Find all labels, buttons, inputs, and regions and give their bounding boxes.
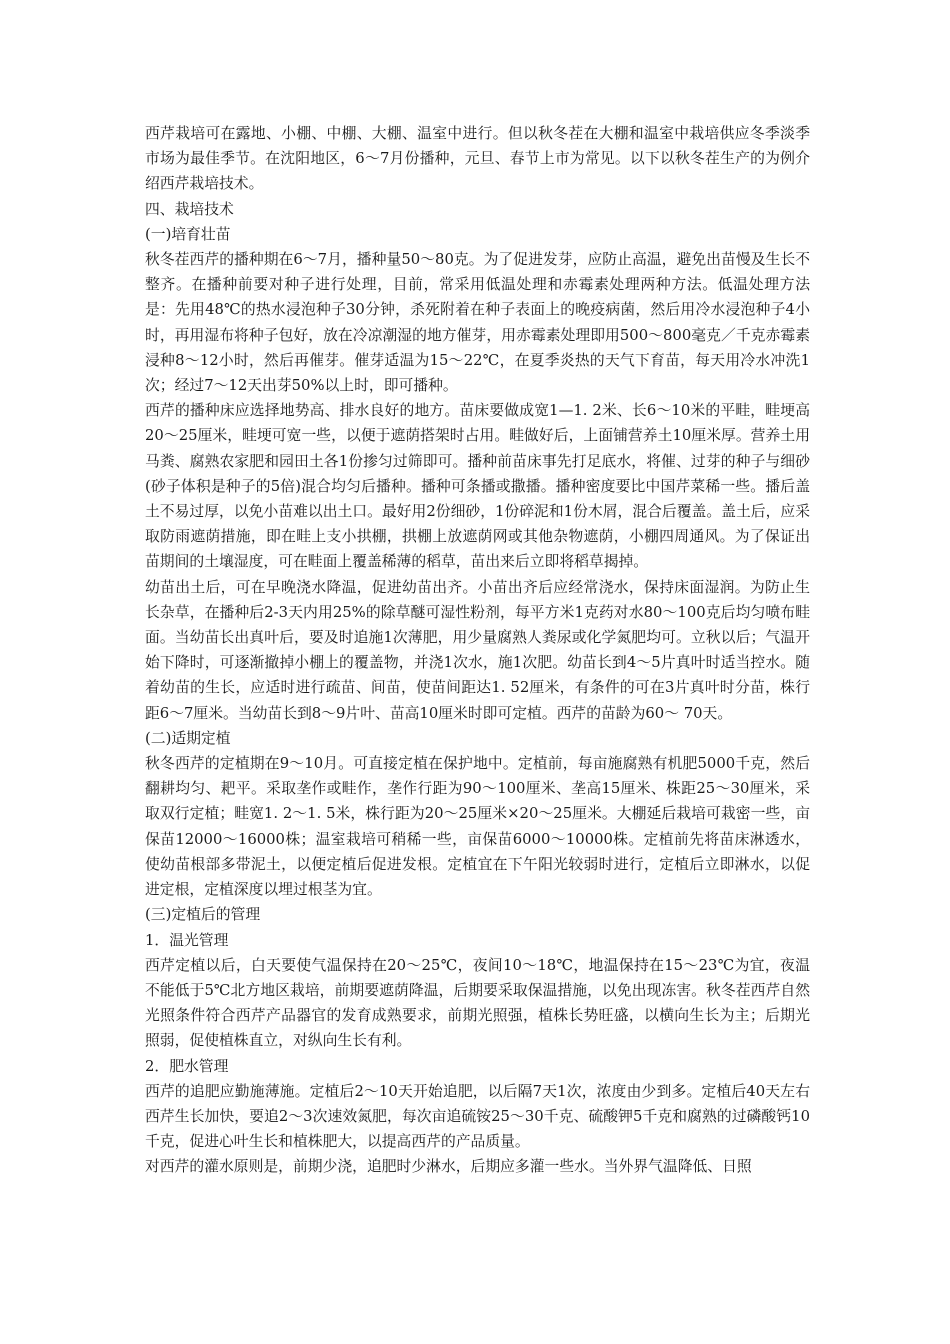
paragraph-fertilizer: 西芹的追肥应勤施薄施。定植后2～10天开始追肥，以后隔7天1次，浓度由少到多。定植后40天左右西芹生长加快，要追2～3次速效氮肥，每次亩追硫铵25～30千克、硫酸钾5千克和腐熟的过磷酸钙10千克，促进心叶生长和植株肥大，以提高西芹的产品质量。 xyxy=(145,1082,810,1151)
paragraph-irrigation: 对西芹的灌水原则是，前期少浇，追肥时少淋水，后期应多灌一些水。当外界气温降低、日照 xyxy=(145,1158,752,1176)
paragraph-transplant: 秋冬西芹的定植期在9～10月。可直接定植在保护地中。定植前，每亩施腐熟有机肥5000千克，然后翻耕均匀、耙平。采取垄作或畦作，垄作行距为90～100厘米、垄高15厘米、株距25～30厘米，采取双行定植；畦宽1. 2～1. 5米，株行距为20～25厘米×20～25厘米。大棚延后栽培可栽密一些，亩保苗12000～16000株；温室栽培可稍稀一些，亩保苗6000～10000株。定植前先将苗床淋透水，使幼苗根部多带泥土，以便定植后促进发根。定植宜在下午阳光较弱时进行，定植后立即淋水，以促进定根，定植深度以埋过根茎为宜。 xyxy=(145,755,810,899)
subsection-heading-transplant: (二)适期定植 xyxy=(145,729,231,747)
paragraph-temperature-light: 西芹定植以后，白天要使气温保持在20～25℃，夜间10～18℃，地温保持在15～23℃为宜，夜温不能低于5℃北方地区栽培，前期要遮荫降温，后期要采取保温措施，以免出现冻害。秋冬茬西芹自然光照条件符合西芹产品器官的发育成熟要求，前期光照强，植株长势旺盛，以横向生长为主；后期光照弱，促使植株直立，对纵向生长有利。 xyxy=(145,956,810,1050)
item-heading-fertilizer-water: 2．肥水管理 xyxy=(145,1057,229,1075)
document-page xyxy=(145,121,810,1180)
intro-paragraph: 西芹栽培可在露地、小棚、中棚、大棚、温室中进行。但以秋冬茬在大棚和温室中栽培供应冬季淡季市场为最佳季节。在沈阳地区，6～7月份播种，元旦、春节上市为常见。以下以秋冬茬生产的为例介绍西芹栽培技术。 xyxy=(145,125,810,193)
subsection-heading-seedlings: (一)培育壮苗 xyxy=(145,225,231,243)
item-heading-temperature-light: 1．温光管理 xyxy=(145,931,229,949)
section-heading-cultivation: 四、栽培技术 xyxy=(145,200,234,218)
paragraph-seedling-care: 幼苗出土后，可在早晚浇水降温，促进幼苗出齐。小苗出齐后应经常浇水，保持床面湿润。为防止生长杂草，在播种后2-3天内用25%的除草醚可湿性粉剂，每平方米1克药对水80～100克后均匀喷布畦面。当幼苗长出真叶后，要及时追施1次薄肥，用少量腐熟人粪尿或化学氮肥均可。立秋以后；气温开始下降时，可逐渐撤掉小棚上的覆盖物，并浇1次水，施1次肥。幼苗长到4～5片真叶时适当控水。随着幼苗的生长，应适时进行疏苗、间苗，使苗间距达1. 52厘米，有条件的可在3片真叶时分苗，株行距6～7厘米。当幼苗长到8～9片叶、苗高10厘米时即可定植。西芹的苗龄为60～ 70天。 xyxy=(145,578,810,722)
paragraph-seedbed: 西芹的播种床应选择地势高、排水良好的地方。苗床要做成宽1—1. 2米、长6～10米的平畦，畦埂高20～25厘米，畦埂可宽一些，以便于遮荫搭架时占用。畦做好后，上面铺营养土10厘米厚。营养土用马粪、腐熟农家肥和园田土各1份掺匀过筛即可。播种前苗床事先打足底水，将催、过芽的种子与细砂(砂子体积是种子的5倍)混合均匀后播种。播种可条播或撒播。播种密度要比中国芹菜稀一些。播后盖土不易过厚，以免小苗难以出土口。最好用2份细砂，1份碎泥和1份木屑，混合后覆盖。盖土后，应采取防雨遮荫措施，即在畦上支小拱棚，拱棚上放遮荫网或其他杂物遮荫，小棚四周通风。为了保证出苗期间的土壤湿度，可在畦面上覆盖稀薄的稻草，苗出来后立即将稻草揭掉。 xyxy=(145,402,810,571)
subsection-heading-management: (三)定植后的管理 xyxy=(145,906,261,924)
paragraph-sowing-period: 秋冬茬西芹的播种期在6～7月，播种量50～80克。为了促进发芽，应防止高温，避免出苗慢及生长不整齐。在播种前要对种子进行处理，目前，常采用低温处理和赤霉素处理两种方法。低温处理方法是：先用48℃的热水浸泡种子30分钟，杀死附着在种子表面上的晚疫病菌，然后用冷水浸泡种子4小时，再用湿布将种子包好，放在冷凉潮湿的地方催芽，用赤霉素处理即用500～800毫克／千克赤霉素浸种8～12小时，然后再催芽。催芽适温为15～22℃，在夏季炎热的天气下育苗，每天用冷水冲洗1次；经过7～12天出芽50%以上时，即可播种。 xyxy=(145,251,810,395)
